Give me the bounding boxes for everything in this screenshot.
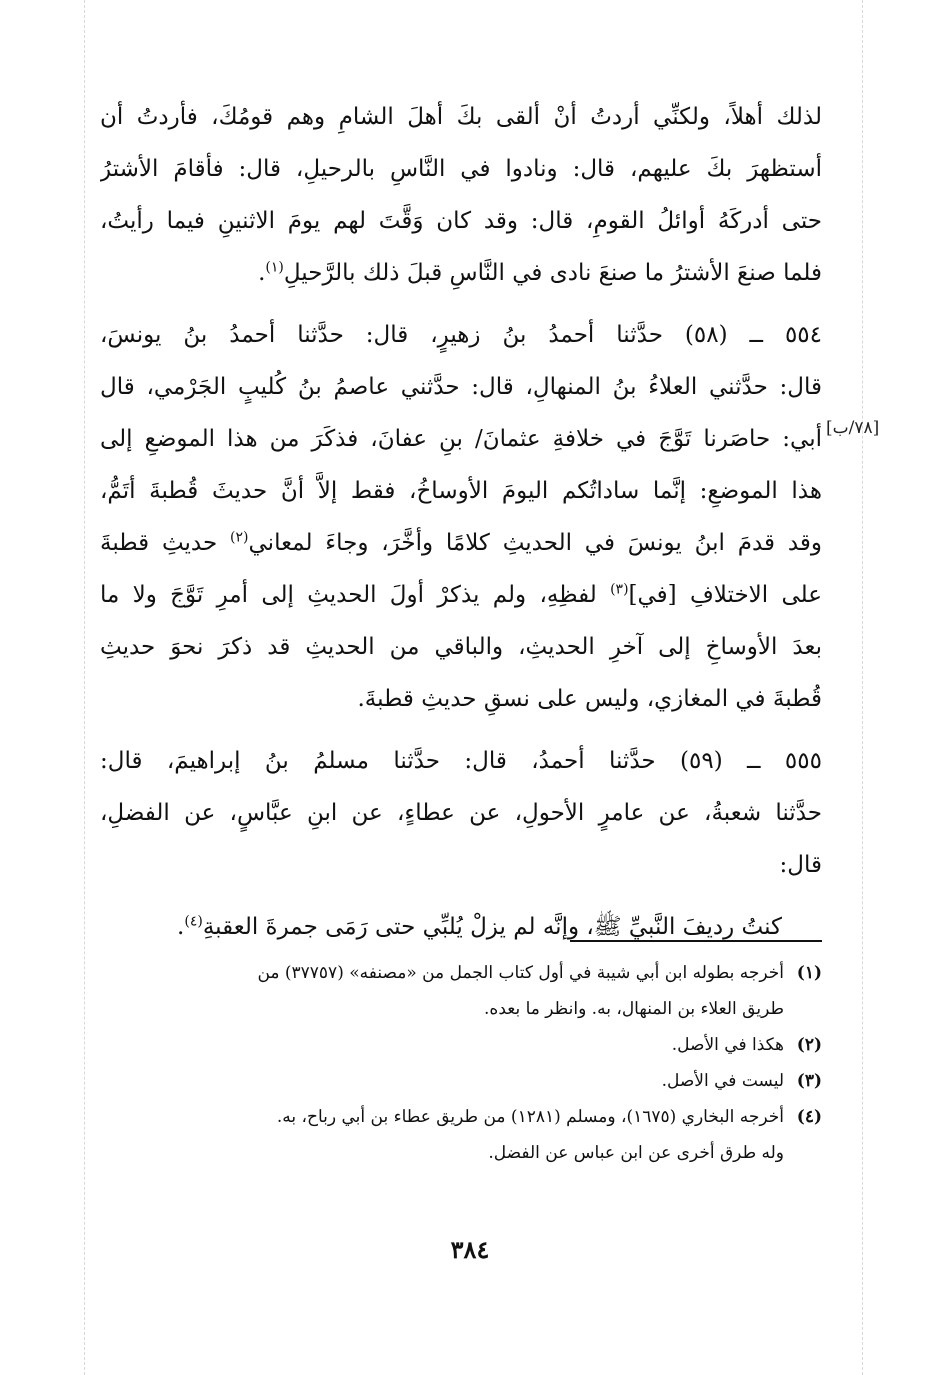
text-line: أبي: حاصَرنا تَوَّجَ في خلافةِ عثمانَ/ بنِ عفانَ، فذكَرَ من هذا الموضعِ إلى: [100, 426, 822, 452]
text-line: وقد قدمَ ابنُ يونسَ في الحديثِ كلامًا وأخَّرَ، وجاءَ لمعاني$^{(٢)}$ حديثِ قطبةَ: [100, 529, 822, 556]
footnote-1: (١)أخرجه بطوله ابن أبي شيبة في أول كتاب الجمل من «مصنفه» (٣٧٧٥٧) من: [257, 963, 822, 983]
footnote-marker: (٤): [184, 913, 203, 930]
text-line: على الاختلافِ [في]$^{(٣)}$ لفظِهِ، ولم يذكرْ أولَ الحديثِ إلى أمرِ تَوَّجَ ولا ما: [100, 581, 822, 608]
scan-guide-line: [862, 0, 863, 1375]
footnote-4: (٤)أخرجه البخاري (١٦٧٥)، ومسلم (١٢٨١) من طريق عطاء بن أبي رباح، به.: [276, 1107, 822, 1127]
hadith-554-heading: ٥٥٤ ــ (٥٨) حدَّثنا أحمدُ بنُ زهيرٍ، قال: حدَّثنا أحمدُ بنُ يونسَ،: [100, 322, 822, 348]
text-line: حدَّثنا شعبةُ، عن عامرٍ الأحولِ، عن عطاءٍ، عن ابنِ عبَّاسٍ، عن الفضلِ،: [100, 800, 822, 826]
text-line: قُطبةَ في المغازي، وليس على نسقِ حديثِ قطبةَ.: [357, 686, 822, 712]
scan-guide-line: [84, 0, 85, 1375]
text-line: أستظهرَ بكَ عليهم، قال: ونادوا في النَّاسِ بالرحيلِ، قال: فأقامَ الأشترُ: [100, 156, 822, 182]
footnote-separator: [570, 940, 822, 942]
main-text: [100, 98, 822, 960]
text-line: فلما صنعَ الأشترُ ما صنعَ نادى في النَّاسِ قبلَ ذلك بالرَّحيلِ$^{(١)}$.: [258, 259, 822, 286]
footnote-marker: (٢): [230, 529, 249, 546]
hadith-matn: كنتُ رديفَ النَّبيِّ ﷺ، وإنَّه لم يزلْ يُلبِّي حتى رَمَى جمرةَ العقبةِ$^{(٤)}$.: [177, 913, 782, 940]
text-line: قال: حدَّثني العلاءُ بنُ المنهالِ، قال: حدَّثني عاصمُ بنُ كُليبٍ الجَرْمي، قال: [100, 374, 822, 400]
footnote-marker: (١): [265, 259, 284, 276]
text-line: حتى أدركَهُ أوائلُ القومِ، قال: وقد كان وَقَّتَ لهم يومَ الاثنينِ فيما رأيتُ،: [100, 208, 822, 234]
text-line: قال:: [779, 852, 822, 878]
text-line: لذلك أهلاً، ولكنِّي أردتُ أنْ ألقى بكَ أهلَ الشامِ وهم قومُكَ، فأردتُ أن: [100, 104, 822, 130]
folio-marker: [٧٨/ب]: [826, 418, 880, 438]
footnote-marker: (٣): [610, 581, 629, 598]
footnote-4-continuation: وله طرق أخرى عن ابن عباس عن الفضل.: [488, 1143, 784, 1163]
text-line: هذا الموضعِ: إنَّما ساداتُكم اليومَ الأوساخُ، فقط إلاَّ أنَّ حديثَ قُطبةَ أتَمُّ،: [100, 478, 822, 504]
footnote-3: (٣)ليست في الأصل.: [661, 1071, 822, 1091]
footnotes: [100, 955, 822, 1171]
footnote-1-continuation: طريق العلاء بن المنهال، به. وانظر ما بعده.: [484, 999, 784, 1019]
page-number: ٣٨٤: [450, 1235, 490, 1264]
footnote-2: (٢)هكذا في الأصل.: [671, 1035, 822, 1055]
text-line: بعدَ الأوساخِ إلى آخرِ الحديثِ، والباقي من الحديثِ قد ذكرَ نحوَ حديثِ: [100, 634, 822, 660]
hadith-555-heading: ٥٥٥ ــ (٥٩) حدَّثنا أحمدُ، قال: حدَّثنا مسلمُ بنُ إبراهيمَ، قال:: [100, 748, 822, 774]
